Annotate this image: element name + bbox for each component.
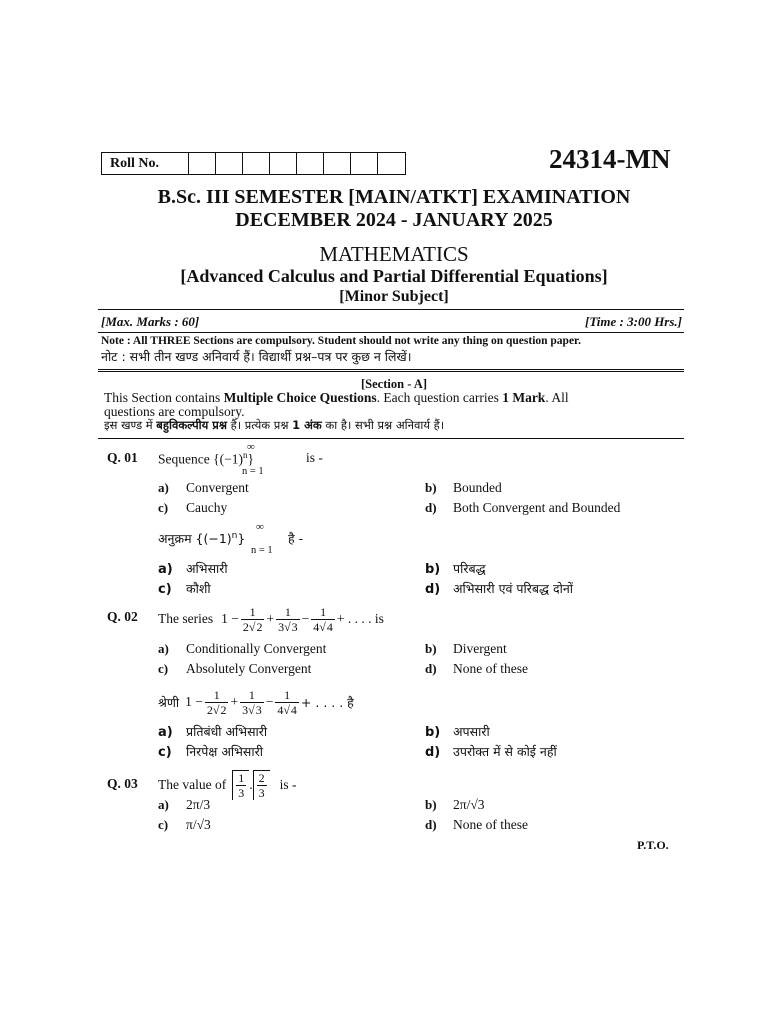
denominator [240, 703, 264, 717]
section-title: [Section - A] [361, 377, 427, 391]
option-letter: c) [158, 582, 172, 597]
exam-title: B.Sc. III SEMESTER [MAIN/ATKT] EXAMINATION [157, 186, 631, 208]
radicand: 3 [291, 619, 298, 634]
series-expression [158, 600, 384, 638]
question-number: Q. 01 [107, 450, 138, 465]
denominator [276, 620, 300, 634]
root-sign: √ [284, 619, 291, 634]
stem-text: श्रेणी [158, 694, 180, 710]
coef: 4 [277, 702, 284, 717]
divider [98, 309, 684, 310]
radicand: 4 [326, 619, 333, 634]
option-text: उपरोक्त में से कोई नहीं [453, 744, 557, 759]
option-letter: d) [425, 582, 441, 597]
divider [98, 438, 684, 439]
roll-cell [189, 153, 216, 174]
option-a-hindi [158, 560, 228, 577]
roll-cell [270, 153, 297, 174]
lower-limit: n = 1 [251, 545, 273, 556]
gamma-symbol [253, 770, 270, 800]
fraction [276, 605, 300, 634]
coef: 2 [206, 702, 213, 717]
operator: − [265, 694, 274, 709]
option-letter: c) [158, 661, 169, 676]
option-text: Absolutely Convergent [186, 661, 312, 676]
option-c [158, 500, 227, 516]
instruction-bold: Multiple Choice Questions [223, 390, 377, 405]
option-c [158, 817, 211, 833]
roll-cell [243, 153, 270, 174]
option-text: प्रतिबंधी अभिसारी [186, 724, 268, 739]
roll-number-label: Roll No. [102, 153, 189, 174]
option-letter: a) [158, 641, 169, 656]
radicand: 3 [255, 702, 262, 717]
coef: 4 [313, 619, 320, 634]
series-expression-hindi [158, 683, 354, 721]
question-number: Q. 02 [107, 609, 138, 624]
instruction-bold: 1 Mark [502, 390, 546, 405]
option-text: Both Convergent and Bounded [453, 500, 621, 515]
instruction-text: This Section contains [104, 390, 224, 405]
paper-code: 24314-MN [549, 144, 671, 174]
numerator: 1 [240, 688, 264, 703]
denominator [241, 620, 265, 634]
option-letter: a) [158, 562, 173, 577]
operator: − [301, 611, 310, 626]
stem-text: Sequence {(−1) [158, 451, 243, 467]
divider [98, 332, 684, 333]
option-letter: d) [425, 500, 437, 515]
denominator [311, 620, 335, 634]
option-letter: b) [425, 725, 441, 740]
instruction-text: इस खण्ड में [104, 418, 157, 432]
fraction [241, 605, 265, 634]
fraction [275, 688, 299, 717]
radicand: 2 [256, 619, 263, 634]
option-letter: b) [425, 641, 437, 656]
option-text: π/√3 [186, 817, 211, 832]
coef: 3 [242, 702, 249, 717]
option-d [425, 817, 528, 833]
option-letter: b) [425, 797, 437, 812]
denominator: 3 [238, 786, 245, 800]
option-text: अभिसारी एवं परिबद्ध दोनों [453, 581, 574, 596]
denominator: 3 [258, 786, 265, 800]
option-b-hindi [425, 723, 490, 740]
stem-text: } [247, 451, 254, 467]
stem-text: The value of [158, 777, 227, 792]
option-text: अपसारी [453, 724, 490, 739]
root-sign: √ [283, 702, 290, 717]
instruction-text: . Each question carries [376, 390, 503, 405]
option-d [425, 661, 528, 677]
option-letter: b) [425, 480, 437, 495]
paper-name: [Advanced Calculus and Partial Differential Equations] [180, 266, 608, 286]
exponent: n [231, 530, 238, 541]
option-text: Convergent [186, 480, 249, 495]
numerator: 2 [258, 771, 265, 785]
option-a [158, 797, 210, 813]
option-b-hindi [425, 560, 486, 577]
option-d-hindi [425, 580, 573, 597]
roll-cell [297, 153, 324, 174]
note-hindi: नोट : सभी तीन खण्ड अनिवार्य हैं। विद्यार्थी प्रश्न–पत्र पर कुछ न लिखें। [101, 349, 412, 364]
option-c-hindi [158, 743, 263, 760]
option-text: 2π/3 [186, 797, 211, 812]
stem-tail-hindi: है - [288, 531, 304, 546]
instruction-bold: बहुविकल्पीय प्रश्न [156, 418, 227, 432]
numerator: 1 [275, 688, 299, 703]
roll-number-box [101, 152, 406, 175]
fraction [240, 688, 264, 717]
math-term: 1 − [221, 611, 239, 626]
option-letter: a) [158, 797, 169, 812]
lower-limit: n = 1 [242, 466, 264, 477]
option-text: परिबद्ध [453, 561, 486, 576]
option-letter: c) [158, 817, 169, 832]
option-letter: c) [158, 745, 172, 760]
option-text: None of these [453, 661, 528, 676]
stem-tail: is - [306, 450, 323, 465]
stem-tail: + . . . . is [336, 611, 384, 626]
double-divider [98, 369, 684, 372]
option-c-hindi [158, 580, 211, 597]
option-letter: d) [425, 817, 437, 832]
stem-tail: + . . . . है [300, 694, 354, 710]
exam-session: DECEMBER 2024 - JANUARY 2025 [235, 209, 553, 231]
question-stem [158, 450, 254, 468]
exponent: n [242, 450, 248, 460]
question-stem-hindi [158, 530, 245, 547]
numerator: 1 [205, 688, 229, 703]
upper-limit: ∞ [247, 441, 255, 453]
instruction-text: का है। सभी प्रश्न अनिवार्य हैं। [321, 418, 445, 432]
upper-limit: ∞ [256, 521, 264, 533]
stem-text: The series [158, 611, 214, 626]
root-sign: √ [248, 619, 256, 634]
page-turn-note: P.T.O. [637, 838, 669, 852]
operator: + [230, 694, 239, 709]
section-instructions-hindi [104, 418, 444, 433]
stem-tail: is - [279, 777, 297, 792]
option-text: Bounded [453, 480, 502, 495]
root-sign: √ [319, 619, 326, 634]
denominator [275, 703, 299, 717]
option-letter: b) [425, 562, 441, 577]
root-sign: √ [248, 702, 255, 717]
roll-cell [324, 153, 351, 174]
option-a [158, 480, 249, 496]
option-text: None of these [453, 817, 528, 832]
option-text: कौशी [186, 581, 211, 596]
option-d-hindi [425, 743, 557, 760]
option-text: Divergent [453, 641, 507, 656]
math-term: 1 − [185, 694, 203, 709]
numerator: 1 [276, 605, 300, 620]
roll-cell [378, 153, 405, 174]
option-d [425, 500, 620, 516]
note-english: Note : All THREE Sections are compulsory. Student should not write any thing on question paper. [101, 335, 581, 347]
option-letter: d) [425, 745, 441, 760]
option-text: निरपेक्ष अभिसारी [186, 744, 263, 759]
instruction-text: . All [545, 390, 569, 405]
option-text: 2π/√3 [453, 797, 485, 812]
gamma-symbol [232, 770, 249, 800]
numerator: 1 [238, 771, 245, 785]
instruction-text: हैं। प्रत्येक प्रश्न [226, 418, 293, 432]
max-marks: [Max. Marks : 60] [101, 314, 200, 329]
option-c [158, 661, 311, 677]
fraction [205, 688, 229, 717]
denominator [205, 703, 229, 717]
option-a-hindi [158, 723, 267, 740]
option-letter: d) [425, 661, 437, 676]
operator: + [266, 611, 275, 626]
option-text: Cauchy [186, 500, 228, 515]
option-letter: c) [158, 500, 169, 515]
fraction [236, 771, 246, 800]
instruction-bold: 1 अंक [292, 418, 322, 432]
subject-title: MATHEMATICS [319, 242, 469, 266]
roll-cell [216, 153, 243, 174]
option-text: अभिसारी [186, 561, 228, 576]
radicand: 2 [220, 702, 227, 717]
option-letter: a) [158, 725, 173, 740]
stem-text: } [237, 531, 246, 546]
coef: 2 [242, 619, 249, 634]
question-number: Q. 03 [107, 776, 138, 791]
option-b [425, 641, 507, 657]
radicand: 4 [290, 702, 297, 717]
root-sign: √ [212, 702, 220, 717]
option-a [158, 641, 326, 657]
option-text: Conditionally Convergent [186, 641, 327, 656]
subject-type: [Minor Subject] [339, 288, 449, 305]
coef: 3 [278, 619, 285, 634]
fraction [311, 605, 335, 634]
time-allowed: [Time : 3:00 Hrs.] [585, 314, 682, 329]
fraction [257, 771, 267, 800]
operator: . [249, 777, 253, 792]
numerator: 1 [311, 605, 335, 620]
option-letter: a) [158, 480, 169, 495]
option-b [425, 480, 502, 496]
numerator: 1 [241, 605, 265, 620]
option-b [425, 797, 484, 813]
section-instructions-2: questions are compulsory. [104, 404, 245, 419]
stem-text: अनुक्रम {(−1) [158, 531, 232, 546]
roll-cell [351, 153, 378, 174]
